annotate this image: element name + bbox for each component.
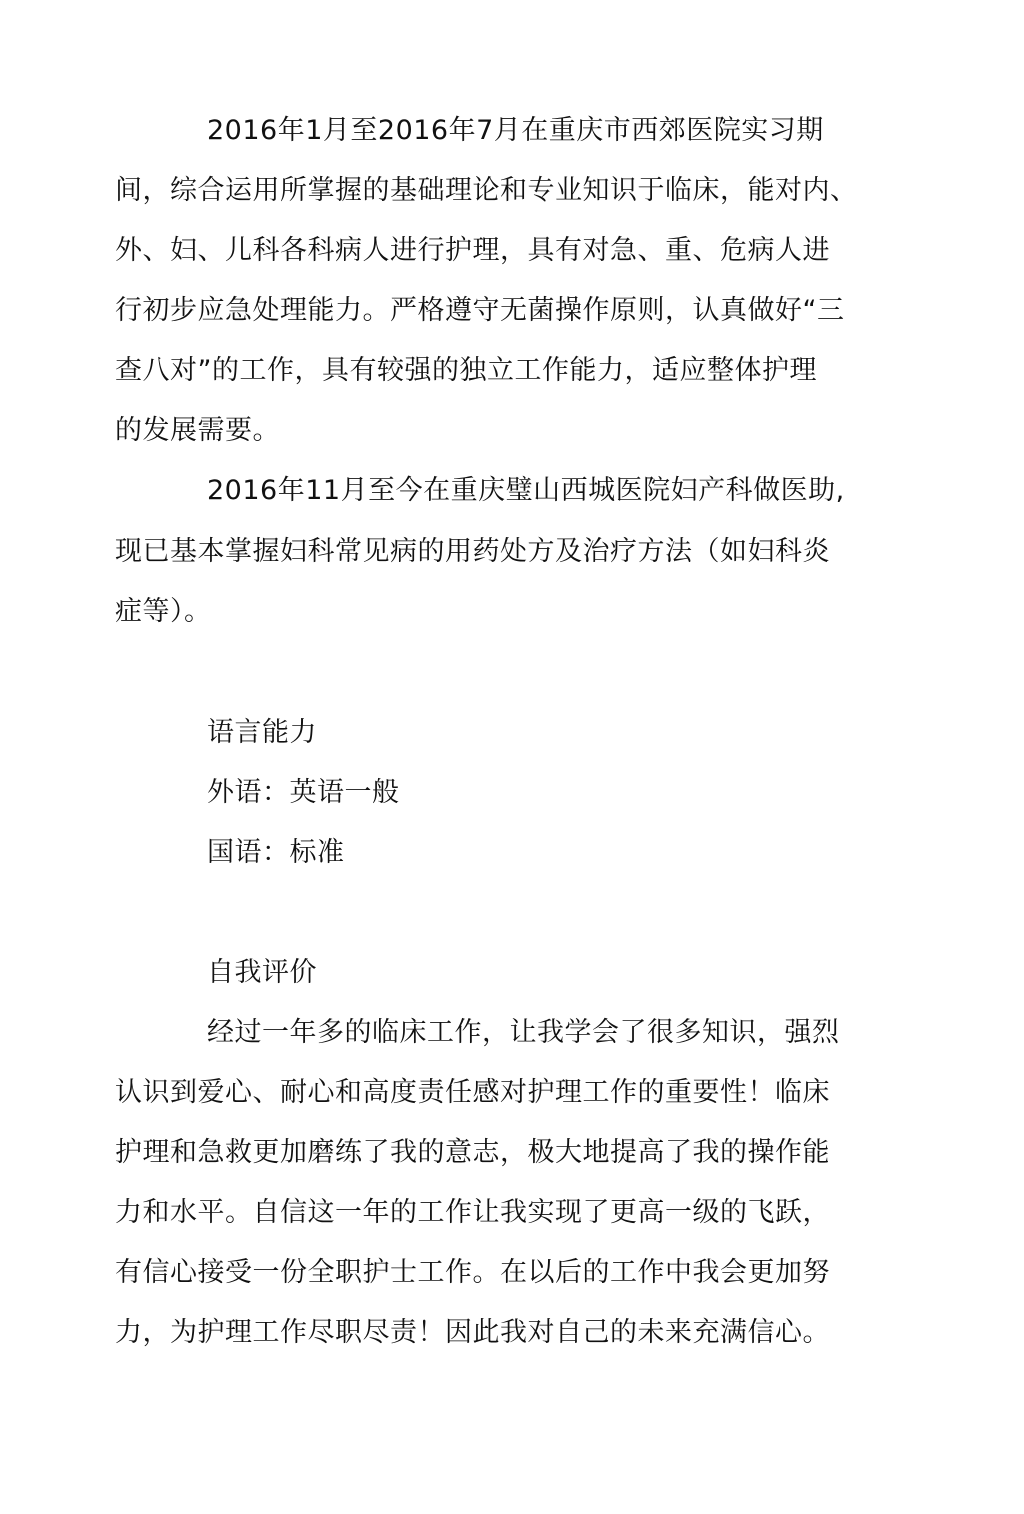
self-evaluation-heading: 自我评价 bbox=[207, 957, 317, 988]
text-line: 2016年11月至今在重庆璧山西城医院妇产科做医助, bbox=[207, 475, 845, 506]
text-line: 外、妇、儿科各科病人进行护理，具有对急、重、危病人进 bbox=[115, 235, 830, 266]
language-heading: 语言能力 bbox=[207, 717, 317, 748]
foreign-language: 外语：英语一般 bbox=[207, 777, 400, 808]
text-line: 2016年1月至2016年7月在重庆市西郊医院实习期 bbox=[207, 115, 824, 146]
text-line: 症等）。 bbox=[115, 596, 212, 627]
text-line: 的发展需要。 bbox=[115, 415, 280, 446]
text-line: 现已基本掌握妇科常见病的用药处方及治疗方法（如妇科炎 bbox=[115, 536, 830, 567]
text-line: 行初步应急处理能力。严格遵守无菌操作原则，认真做好“三 bbox=[115, 295, 845, 326]
text-line: 有信心接受一份全职护士工作。在以后的工作中我会更加努 bbox=[115, 1257, 830, 1288]
text-line: 护理和急救更加磨练了我的意志，极大地提高了我的操作能 bbox=[115, 1137, 830, 1168]
text-line: 认识到爱心、耐心和高度责任感对护理工作的重要性！临床 bbox=[115, 1077, 830, 1108]
text-line: 查八对”的工作，具有较强的独立工作能力，适应整体护理 bbox=[115, 355, 817, 386]
text-line: 力，为护理工作尽职尽责！因此我对自己的未来充满信心。 bbox=[115, 1317, 830, 1348]
mandarin-level: 国语：标准 bbox=[207, 837, 345, 868]
text-line: 力和水平。自信这一年的工作让我实现了更高一级的飞跃， bbox=[115, 1197, 830, 1228]
text-line: 经过一年多的临床工作，让我学会了很多知识，强烈 bbox=[207, 1017, 840, 1048]
text-line: 间，综合运用所掌握的基础理论和专业知识于临床，能对内、 bbox=[115, 175, 858, 206]
